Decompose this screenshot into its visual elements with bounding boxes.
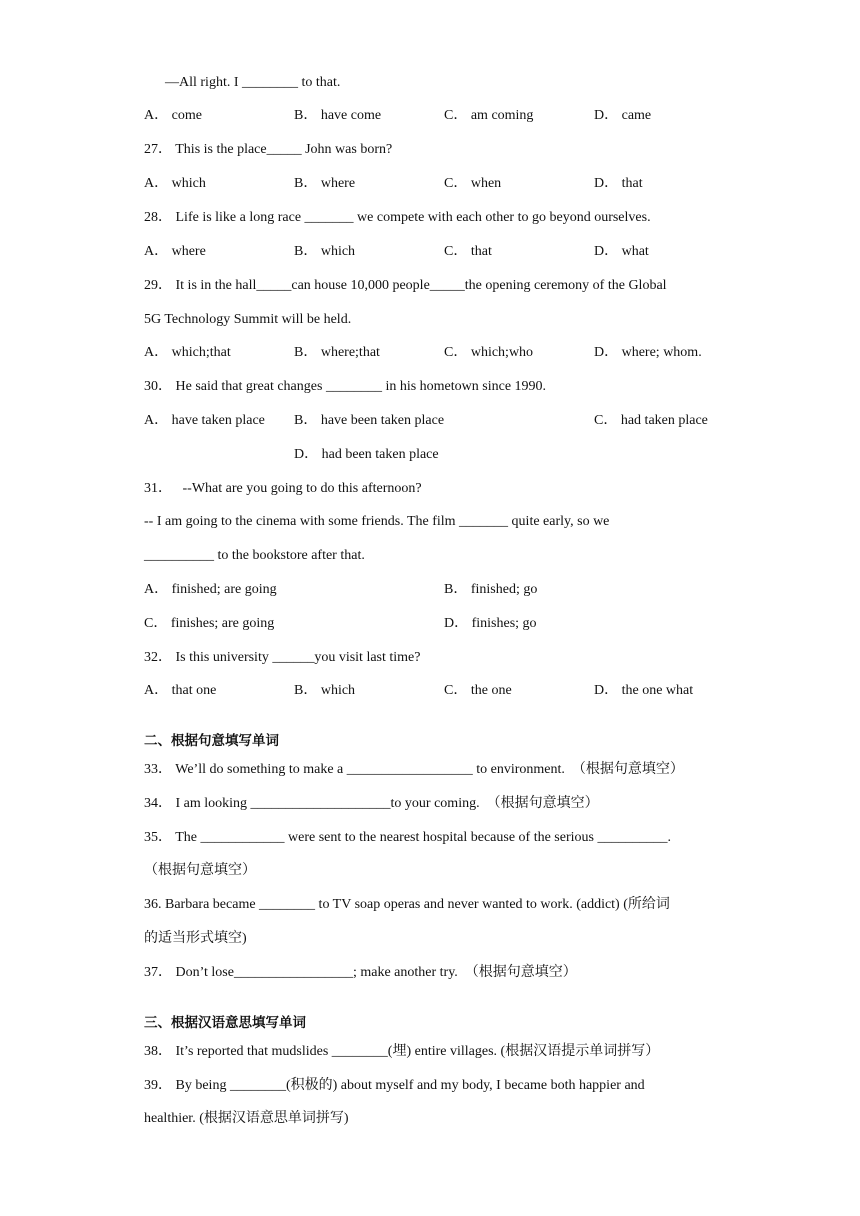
option-31-b: B． finished; go: [444, 582, 538, 597]
option-30-d: D． had been taken place: [294, 447, 439, 462]
option-31-a: A． finished; are going: [144, 582, 277, 597]
question-36-line-2: 的适当形式填空): [144, 931, 247, 946]
question-35-line-2: （根据句意填空）: [144, 863, 256, 878]
option-28-a: A． where: [144, 244, 206, 259]
option-27-d: D． that: [594, 176, 643, 191]
question-33: 33． We’ll do something to make a __________________ to environment. （根据句意填空）: [144, 762, 684, 777]
option-27-c: C． when: [444, 176, 502, 191]
option-31-c: C． finishes; are going: [144, 616, 275, 631]
option-26-d: D． came: [594, 108, 652, 123]
section-heading-3: 三、根据汉语意思填写单词: [144, 1015, 306, 1031]
option-28-b: B． which: [294, 244, 356, 259]
option-26-b: B． have come: [294, 108, 382, 123]
question-34: 34． I am looking ____________________to your coming. （根据句意填空）: [144, 796, 599, 811]
option-30-c: C． had taken place: [594, 413, 708, 428]
option-30-b: B． have been taken place: [294, 413, 445, 428]
question-37: 37． Don’t lose_________________; make another try. （根据句意填空）: [144, 965, 577, 980]
option-28-c: C． that: [444, 244, 492, 259]
option-28-d: D． what: [594, 244, 649, 259]
option-26-a: A． come: [144, 108, 202, 123]
option-30-a: A． have taken place: [144, 413, 265, 428]
option-31-d: D． finishes; go: [444, 616, 537, 631]
question-26-tail: —All right. I ________ to that.: [165, 75, 341, 90]
question-27: 27． This is the place_____ John was born?: [144, 142, 393, 157]
option-29-a: A． which;that: [144, 345, 231, 360]
option-32-b: B． which: [294, 683, 356, 698]
question-31-line-2: -- I am going to the cinema with some friends. The film _______ quite early, so we: [144, 514, 610, 529]
question-31-line-1: 31． --What are you going to do this afternoon?: [144, 481, 422, 496]
option-29-c: C． which;who: [444, 345, 534, 360]
option-32-a: A． that one: [144, 683, 217, 698]
question-28: 28． Life is like a long race _______ we compete with each other to go beyond ourselves.: [144, 210, 651, 225]
option-29-b: B． where;that: [294, 345, 380, 360]
question-39-line-2: healthier. (根据汉语意思单词拼写): [144, 1111, 349, 1126]
question-30: 30． He said that great changes ________ in his hometown since 1990.: [144, 379, 547, 394]
question-31-line-3: __________ to the bookstore after that.: [144, 548, 365, 563]
question-32: 32． Is this university ______you visit last time?: [144, 650, 421, 665]
question-36-line-1: 36. Barbara became ________ to TV soap operas and never wanted to work. (addict) (所给词: [144, 897, 670, 912]
option-27-a: A． which: [144, 176, 206, 191]
question-39-line-1: 39． By being ________(积极的) about myself and my body, I became both happier and: [144, 1078, 645, 1093]
option-29-d: D． where; whom.: [594, 345, 702, 360]
question-35-line-1: 35． The ____________ were sent to the nearest hospital because of the serious __________.: [144, 830, 671, 845]
option-32-d: D． the one what: [594, 683, 694, 698]
option-32-c: C． the one: [444, 683, 512, 698]
section-heading-2: 二、根据句意填写单词: [144, 733, 279, 749]
question-38: 38． It’s reported that mudslides ________(埋) entire villages. (根据汉语提示单词拼写）: [144, 1044, 660, 1059]
option-26-c: C． am coming: [444, 108, 534, 123]
question-29-line-2: 5G Technology Summit will be held.: [144, 312, 352, 327]
question-29-line-1: 29． It is in the hall_____can house 10,000 people_____the opening ceremony of the Global: [144, 278, 667, 293]
option-27-b: B． where: [294, 176, 356, 191]
